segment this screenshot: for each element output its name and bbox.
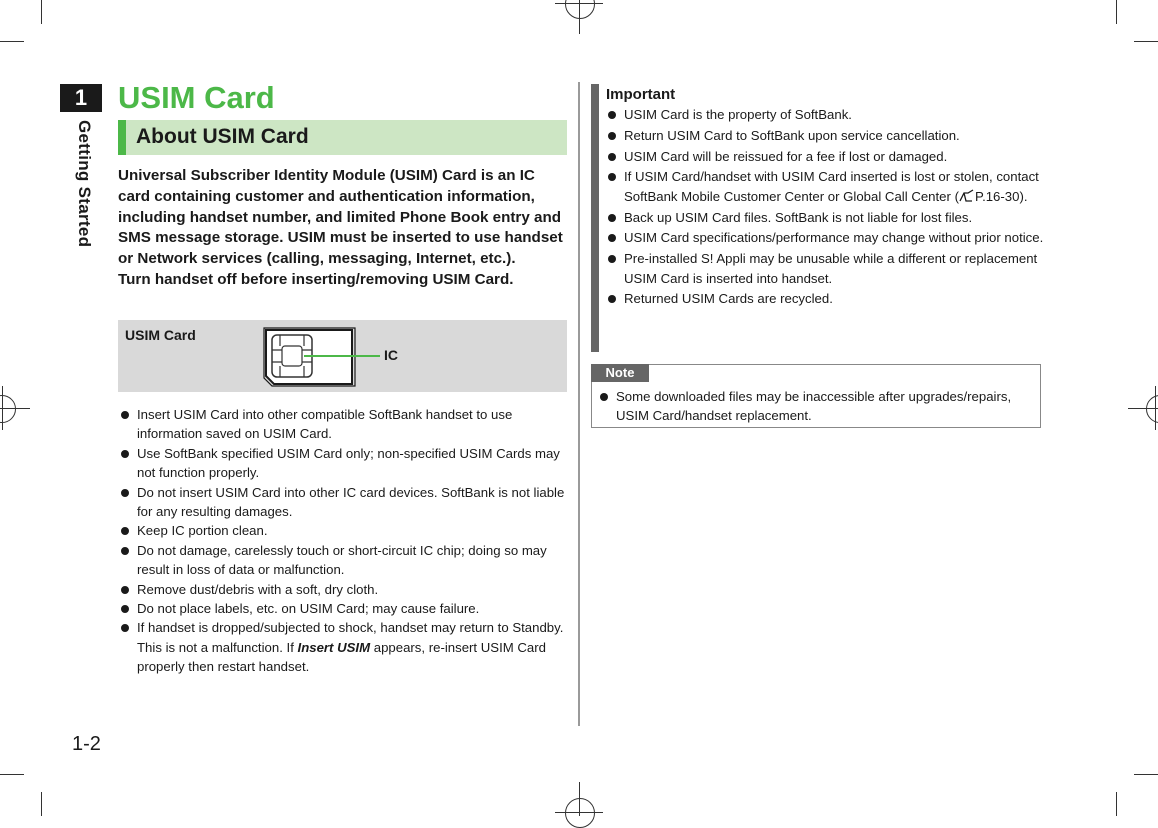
list-item: Some downloaded files may be inaccessible after upgrades/repairs, USIM Card/handset replacement. <box>598 387 1028 426</box>
list-item-text: appears, re-insert USIM Card properly then restart handset. <box>137 639 546 675</box>
ui-message-emphasis: Insert USIM <box>297 639 371 655</box>
precautions-list <box>119 405 571 677</box>
section-heading-text: About USIM Card <box>136 125 309 148</box>
page-title: USIM Card <box>118 80 275 115</box>
page-reference-link[interactable]: P.16-30 <box>974 188 1020 204</box>
important-title: Important <box>606 86 676 103</box>
intro-text <box>118 166 568 291</box>
important-list <box>606 105 1046 310</box>
list-item-text: If USIM Card/handset with USIM Card inserted is lost or stolen, contact SoftBank Mobile Customer Center or Global Call Center ( <box>624 169 1039 204</box>
pointing-hand-icon <box>959 189 975 203</box>
column-divider <box>578 82 580 726</box>
chapter-number: 1 <box>60 84 102 112</box>
note-list <box>598 387 1028 426</box>
section-heading <box>118 120 567 155</box>
list-item: Keep IC portion clean. <box>119 521 571 540</box>
list-item: USIM Card will be reissued for a fee if lost or damaged. <box>606 147 1046 166</box>
intro-paragraph: Universal Subscriber Identity Module (USIM) Card is an IC card containing customer and authentication information, including handset number, and limited Phone Book entry and SMS message storage. USIM must be inserted to use handset or Network services (calling, messaging, Internet, etc.). <box>118 167 563 268</box>
list-item: Use SoftBank specified USIM Card only; non-specified USIM Cards may not function properly. <box>119 444 571 483</box>
list-item-text: If handset is dropped/subjected to shock, handset may return to Standby. This is not a malfunction. If <box>137 620 564 655</box>
list-item: Do not damage, carelessly touch or short-circuit IC chip; doing so may result in loss of data or malfunction. <box>119 541 571 580</box>
usim-figure <box>118 320 567 392</box>
list-item: Insert USIM Card into other compatible SoftBank handset to use information saved on USIM Card. <box>119 405 571 444</box>
ic-callout-label: IC <box>384 347 398 363</box>
list-item <box>606 167 1046 206</box>
important-bar <box>591 84 599 352</box>
page-number: 1-2 <box>72 733 101 755</box>
list-item: Do not place labels, etc. on USIM Card; may cause failure. <box>119 599 571 618</box>
list-item: Returned USIM Cards are recycled. <box>606 289 1046 308</box>
chapter-title: Getting Started <box>75 120 94 248</box>
note-tag: Note <box>591 364 649 382</box>
list-item: Return USIM Card to SoftBank upon service cancellation. <box>606 126 1046 145</box>
list-item <box>119 618 571 676</box>
list-item-text: ). <box>1019 188 1028 204</box>
intro-paragraph: Turn handset off before inserting/removing USIM Card. <box>118 270 514 288</box>
figure-label: USIM Card <box>125 327 196 343</box>
note-box <box>591 364 1041 428</box>
important-block <box>591 84 1043 352</box>
list-item: USIM Card is the property of SoftBank. <box>606 105 1046 124</box>
list-item: Pre-installed S! Appli may be unusable while a different or replacement USIM Card is inserted into handset. <box>606 249 1046 288</box>
list-item: USIM Card specifications/performance may change without prior notice. <box>606 228 1046 247</box>
list-item: Do not insert USIM Card into other IC card devices. SoftBank is not liable for any resulting damages. <box>119 483 571 522</box>
list-item: Remove dust/debris with a soft, dry cloth. <box>119 580 571 599</box>
list-item: Back up USIM Card files. SoftBank is not liable for lost files. <box>606 208 1046 227</box>
